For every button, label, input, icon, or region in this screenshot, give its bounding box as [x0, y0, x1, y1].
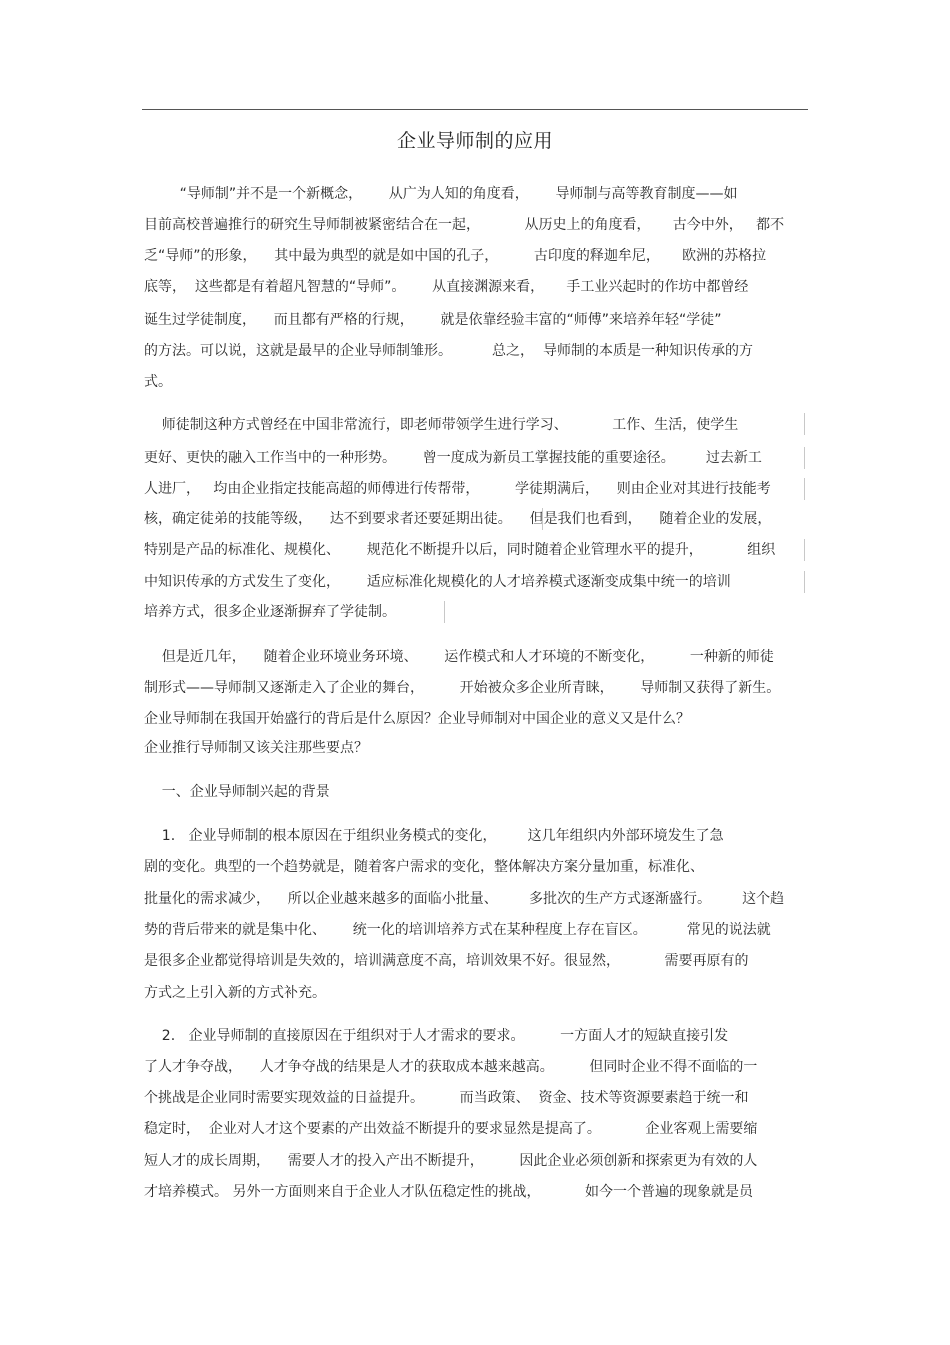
paragraph-line: 但是近几年， 随着企业环境业务环境、 运作模式和人才环境的不断变化， 一种新的师徒: [144, 649, 774, 665]
paragraph-line: 稳定时， 企业对人才这个要素的产出效益不断提升的要求显然是提高了。 企业客观上需要缩: [144, 1121, 758, 1137]
scan-mark: [444, 601, 445, 623]
paragraph-line: 势的背后带来的就是集中化、 统一化的培训培养方式在某种程度上存在盲区。 常见的说法就: [144, 922, 771, 938]
scan-mark: [804, 571, 805, 593]
paragraph-line: 短人才的成长周期， 需要人才的投入产出不断提升， 因此企业必须创新和探索更为有效的人: [144, 1153, 758, 1169]
paragraph-line: 才培养模式。 另外一方面则来自于企业人才队伍稳定性的挑战， 如今一个普遍的现象就是员: [144, 1184, 753, 1200]
paragraph-line: 制形式——导师制又逐渐走入了企业的舞台， 开始被众多企业所青睐， 导师制又获得了新生。: [144, 680, 781, 696]
scan-mark: [542, 508, 543, 530]
paragraph-line: 剧的变化。典型的一个趋势就是，随着客户需求的变化，整体解决方案分量加重，标准化、: [144, 859, 704, 875]
scan-mark: [804, 539, 805, 561]
paragraph-line: 批量化的需求减少， 所以企业越来越多的面临小批量、 多批次的生产方式逐渐盛行。 这个趋: [144, 891, 785, 907]
paragraph-line: 更好、更快的融入工作当中的一种形势。 曾一度成为新员工掌握技能的重要途径。 过去新工: [144, 450, 762, 466]
paragraph-line: 目前高校普遍推行的研究生导师制被紧密结合在一起， 从历史上的角度看， 古今中外， 都不: [144, 217, 785, 233]
scan-mark: [804, 478, 805, 500]
paragraph-line: 诞生过学徒制度， 而且都有严格的行规， 就是依靠经验丰富的“师傅”来培养年轻“学徒”: [144, 312, 722, 328]
document-title: 企业导师制的应用: [396, 130, 553, 152]
paragraph-line: 乏“导师”的形象， 其中最为典型的就是如中国的孔子， 古印度的释迦牟尼， 欧洲的苏格拉: [144, 248, 767, 264]
paragraph-line: 了人才争夺战， 人才争夺战的结果是人才的获取成本越来越高。 但同时企业不得不面临的一: [144, 1059, 758, 1075]
paragraph-line: 企业导师制在我国开始盛行的背后是什么原因？企业导师制对中国企业的意义又是什么？: [144, 711, 690, 727]
scan-mark: [804, 447, 805, 469]
paragraph-line: 2. 企业导师制的直接原因在于组织对于人才需求的要求。 一方面人才的短缺直接引发: [144, 1028, 729, 1044]
paragraph-line: 底等， 这些都是有着超凡智慧的“导师”。 从直接渊源来看， 手工业兴起时的作坊中都曾经: [144, 279, 749, 295]
paragraph-line: 师徒制这种方式曾经在中国非常流行，即老师带领学生进行学习、 工作、生活，使学生: [144, 417, 739, 433]
paragraph-line: 特别是产品的标准化、规模化、 规范化不断提升以后，同时随着企业管理水平的提升， 组织: [144, 542, 776, 558]
section-heading: 一、企业导师制兴起的背景: [144, 784, 330, 800]
paragraph-line: 个挑战是企业同时需要实现效益的日益提升。 而当政策、 资金、技术等资源要素趋于统一和: [144, 1090, 749, 1106]
paragraph-line: 方式之上引入新的方式补充。: [144, 985, 326, 1001]
paragraph-line: 核，确定徒弟的技能等级， 达不到要求者还要延期出徒。 但是我们也看到， 随着企业的发展，: [144, 511, 772, 527]
paragraph-line: 1. 企业导师制的根本原因在于组织业务模式的变化， 这几年组织内外部环境发生了急: [144, 828, 724, 844]
paragraph-line: 式。: [144, 374, 172, 390]
paragraph-line: 是很多企业都觉得培训是失效的，培训满意度不高，培训效果不好。很显然， 需要再原有的: [144, 953, 749, 969]
paragraph-line: 企业推行导师制又该关注那些要点？: [144, 740, 368, 756]
paragraph-line: 的方法。可以说，这就是最早的企业导师制雏形。 总之， 导师制的本质是一种知识传承的方: [144, 343, 753, 359]
paragraph-line: 中知识传承的方式发生了变化， 适应标准化规模化的人才培养模式逐渐变成集中统一的培训: [144, 574, 731, 590]
scan-mark: [804, 413, 805, 435]
header-rule: [142, 109, 808, 110]
paragraph-line: 培养方式，很多企业逐渐摒弃了学徒制。: [144, 604, 396, 620]
paragraph-line: 人进厂， 均由企业指定技能高超的师傅进行传帮带， 学徒期满后， 则由企业对其进行技能考: [144, 481, 771, 497]
paragraph-line: “导师制”并不是一个新概念， 从广为人知的角度看， 导师制与高等教育制度——如: [144, 186, 738, 202]
